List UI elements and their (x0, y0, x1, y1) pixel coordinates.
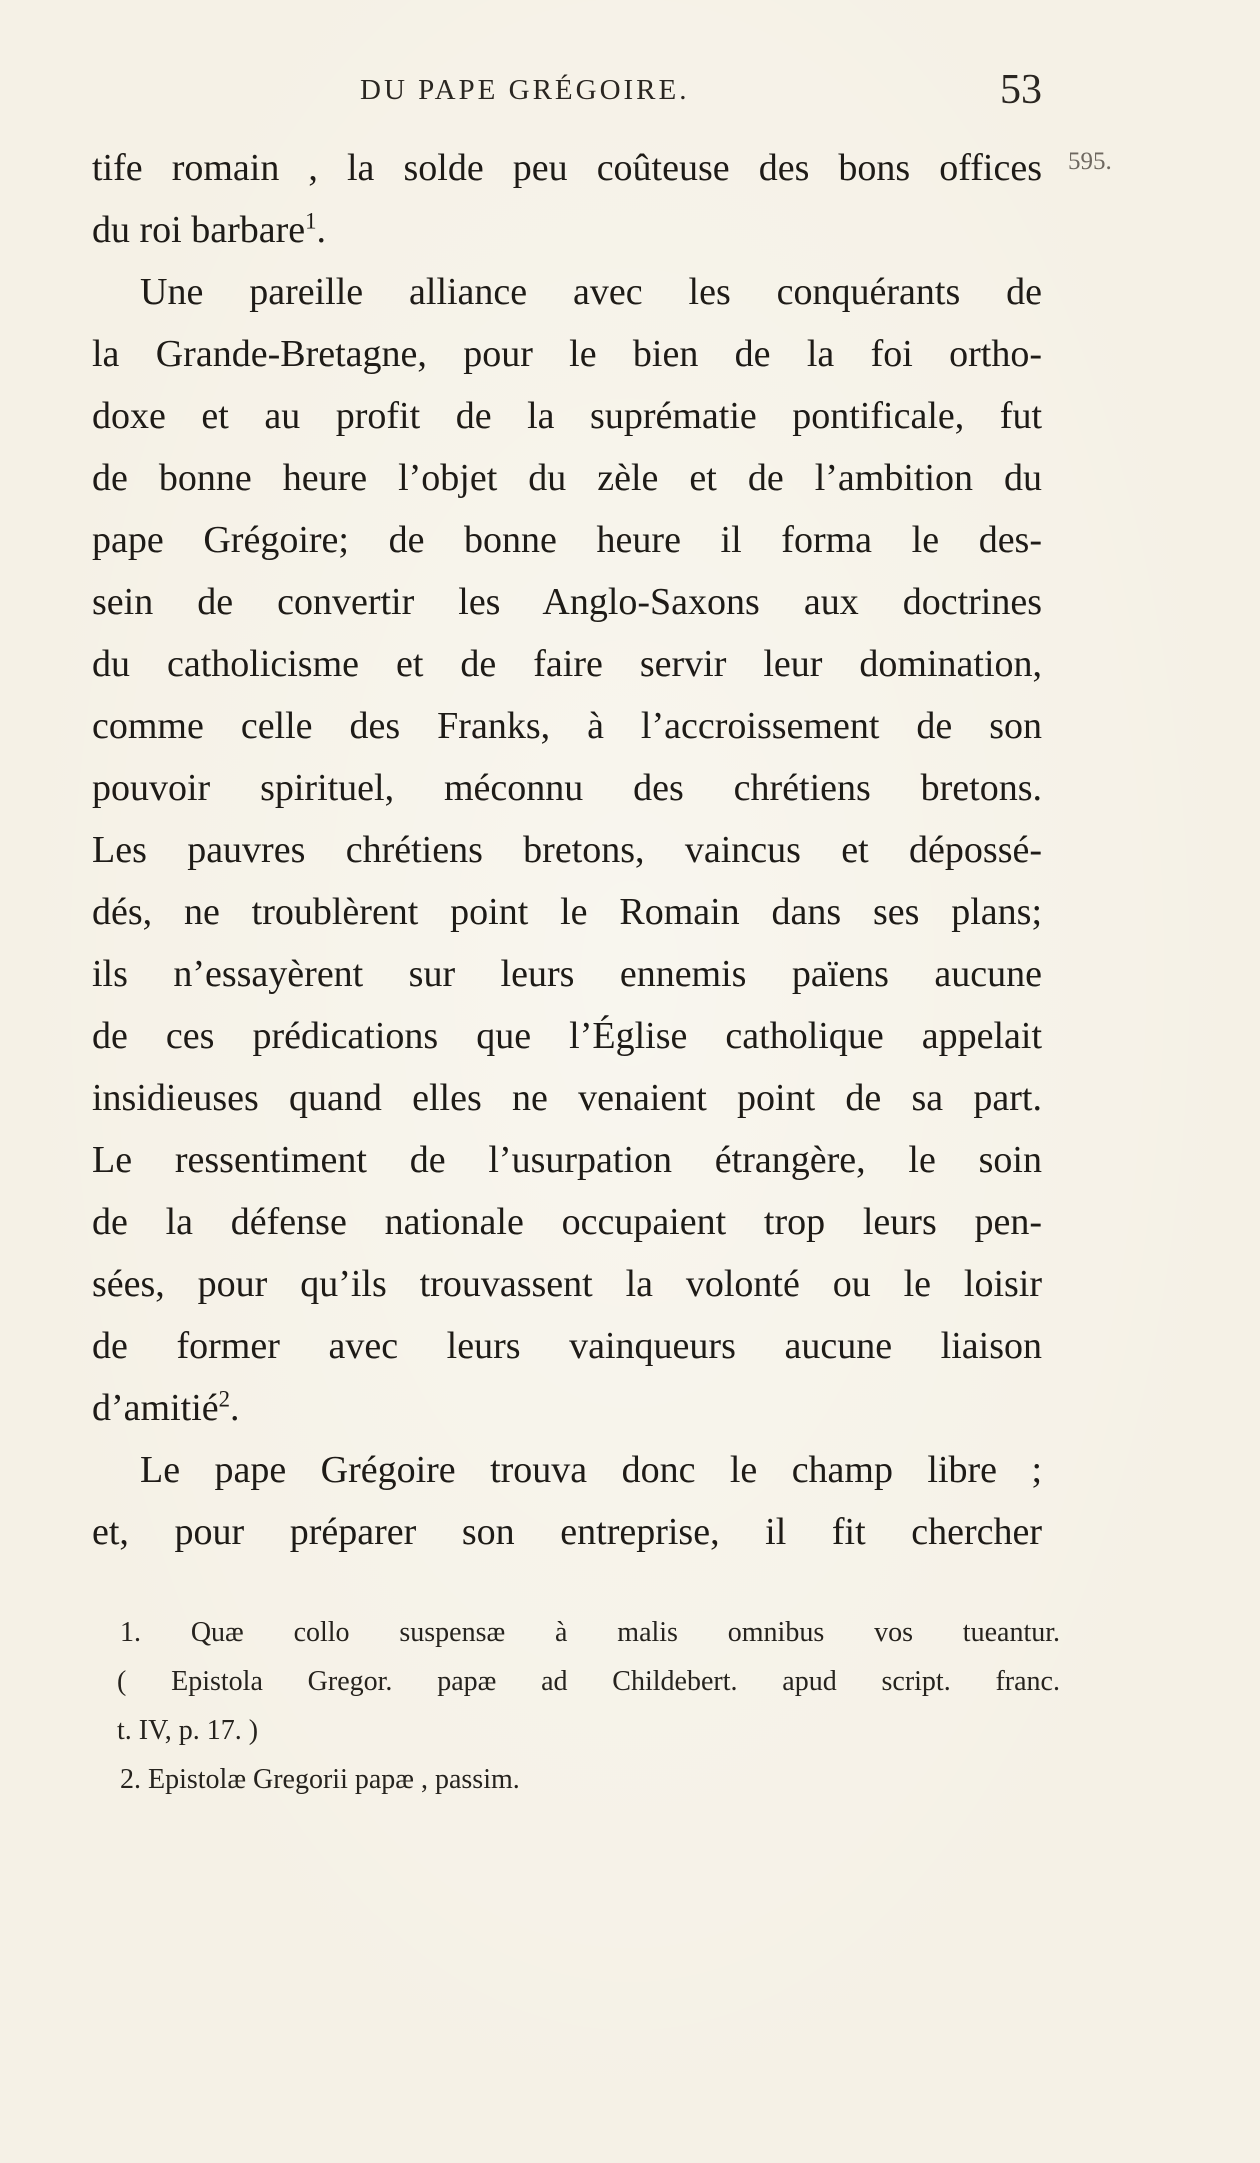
text-line: tife romain , la solde peu coûteuse des bons offices (92, 147, 1042, 189)
text-line: la Grande-Bretagne, pour le bien de la foi ortho- (92, 333, 1042, 375)
text-line: de bonne heure l’objet du zèle et de l’ambition du (92, 457, 1042, 499)
text-line: du catholicisme et de faire servir leur domination, (92, 643, 1042, 685)
text-line: Les pauvres chrétiens bretons, vaincus et dépossé- (92, 829, 1042, 871)
text-line: ils n’essayèrent sur leurs ennemis païens aucune (92, 953, 1042, 995)
footnote-1-continuation: ( Epistola Gregor. papæ ad Childebert. apud script. franc. (117, 1666, 1060, 1697)
text-line: doxe et au profit de la suprématie pontificale, fut (92, 395, 1042, 437)
text-line: sées, pour qu’ils trouvassent la volonté ou le loisir (92, 1263, 1042, 1305)
footnote-ref-2: 2 (218, 1386, 231, 1412)
text-line (92, 199, 1042, 261)
text-line: sein de convertir les Anglo-Saxons aux doctrines (92, 581, 1042, 623)
text-line (92, 1377, 1042, 1439)
text-line-content: du roi barbare (92, 209, 306, 251)
footnote-ref-1: 1 (305, 208, 317, 234)
footnote-1: 1. Quæ collo suspensæ à malis omnibus vos tueantur. (120, 1617, 1060, 1648)
footnote-1-continuation: t. IV, p. 17. ) (117, 1715, 259, 1746)
running-title: DU PAPE GRÉGOIRE. (360, 74, 690, 106)
text-line: de former avec leurs vainqueurs aucune liaison (92, 1325, 1042, 1367)
footnote-2: 2. Epistolæ Gregorii papæ , passim. (120, 1764, 520, 1795)
text-line: pape Grégoire; de bonne heure il forma le des- (92, 519, 1042, 561)
text-line: Le pape Grégoire trouva donc le champ libre ; (140, 1449, 1042, 1491)
text-line: Une pareille alliance avec les conquérants de (140, 271, 1042, 313)
text-line: de la défense nationale occupaient trop leurs pen- (92, 1201, 1042, 1243)
text-line: comme celle des Franks, à l’accroissement de son (92, 705, 1042, 747)
footnotes (117, 1608, 1060, 1804)
text-line: de ces prédications que l’Église catholique appelait (92, 1015, 1042, 1057)
text-line: dés, ne troublèrent point le Romain dans ses plans; (92, 891, 1042, 933)
text-line: Le ressentiment de l’usurpation étrangère, le soin (92, 1139, 1042, 1181)
text-line-punctuation: . (316, 209, 327, 251)
body-text (92, 137, 1042, 1563)
margin-note-year: 595. (1068, 148, 1112, 175)
text-line-content: d’amitié (92, 1387, 219, 1429)
page-number: 53 (1000, 67, 1042, 113)
text-line: et, pour préparer son entreprise, il fit chercher (92, 1511, 1042, 1553)
page-header (92, 66, 1042, 116)
text-line: insidieuses quand elles ne venaient point de sa part. (92, 1077, 1042, 1119)
text-line-punctuation: . (230, 1387, 240, 1429)
text-line: pouvoir spirituel, méconnu des chrétiens bretons. (92, 767, 1042, 809)
